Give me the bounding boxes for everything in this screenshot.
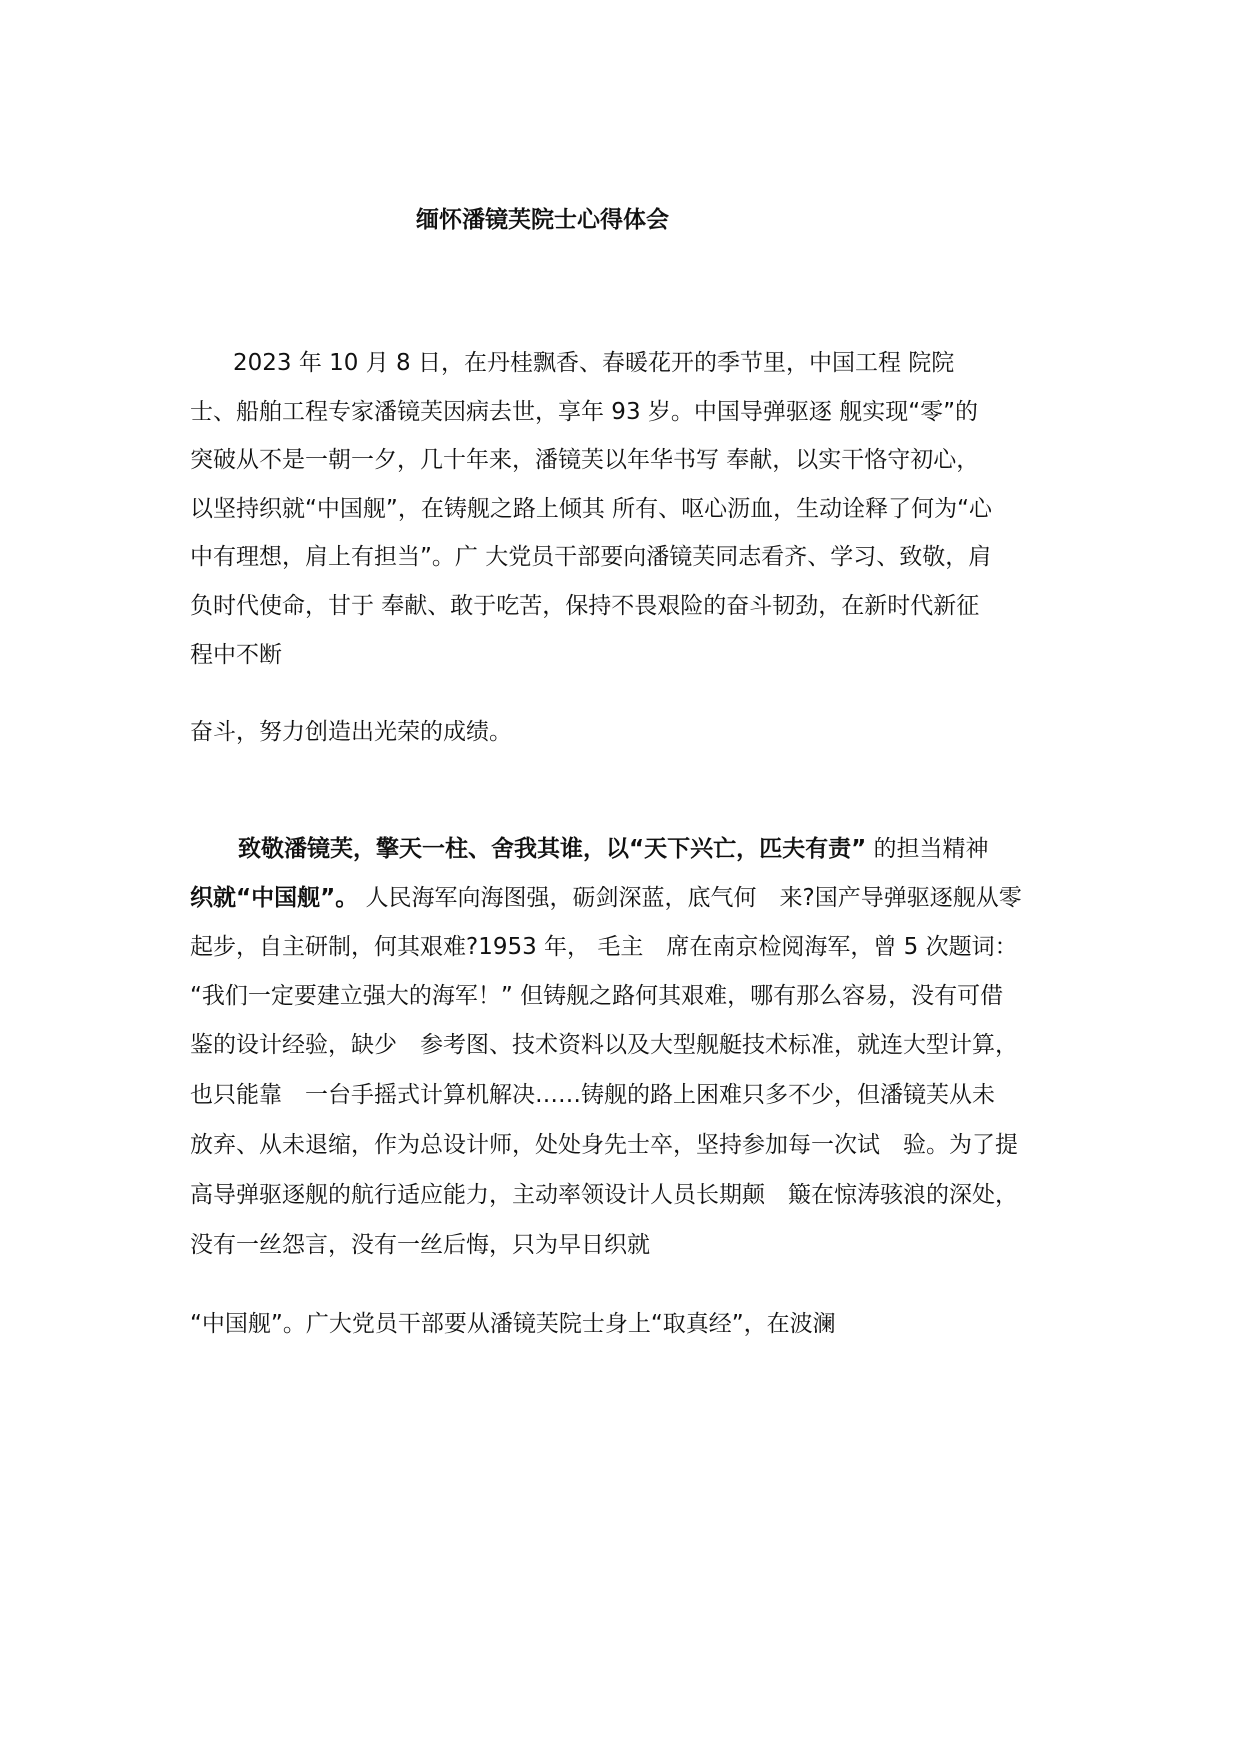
paragraph-1-last-line: 奋斗，努力创造出光荣的成绩。 — [190, 719, 512, 745]
paragraph-1-line-1: 2023 年 10 月 8 日，在丹桂飘香、春暖花开的季节里，中国工程 院院 — [233, 350, 955, 376]
paragraph-2-line-4: “我们一定要建立强大的海军！” 但铸舰之路何其艰难，哪有那么容易，没有可借 — [190, 983, 1004, 1009]
paragraph-2-line-8: 高导弹驱逐舰的航行适应能力，主动率领设计人员长期颠 簸在惊涛骇浪的深处， — [190, 1182, 1018, 1208]
paragraph-1-line-7: 程中不断 — [190, 642, 282, 668]
paragraph-2-line-2-bold: 织就“中国舰”。 — [190, 885, 359, 911]
paragraph-2-line-1 — [238, 833, 1118, 865]
paragraph-2-line-2 — [190, 882, 1070, 914]
paragraph-1-line-4: 以坚持织就“中国舰”，在铸舰之路上倾其 所有、呕心沥血，生动诠释了何为“心 — [190, 496, 993, 522]
paragraph-2-line-3: 起步，自主研制，何其艰难?1953 年， 毛主 席在南京检阅海军，曾 5 次题词： — [190, 934, 1018, 960]
paragraph-1-line-6: 负时代使命，甘于 奉献、敢于吃苦，保持不畏艰险的奋斗韧劲，在新时代新征 — [190, 593, 980, 619]
paragraph-2-line-7: 放弃、从未退缩，作为总设计师，处处身先士卒，坚持参加每一次试 验。为了提 — [190, 1132, 1018, 1158]
paragraph-2-line-5: 鉴的设计经验，缺少 参考图、技术资料以及大型舰艇技术标准，就连大型计算， — [190, 1032, 1018, 1058]
paragraph-2-line-9: 没有一丝怨言，没有一丝后悔，只为早日织就 — [190, 1232, 650, 1258]
paragraph-2-lead-bold: 致敬潘镜芙，擎天一柱、舍我其谁，以“天下兴亡，匹夫有责” — [238, 836, 867, 862]
paragraph-1-line-5: 中有理想，肩上有担当”。广 大党员干部要向潘镜芙同志看齐、学习、致敬，肩 — [190, 544, 992, 570]
paragraph-2-line-6: 也只能靠 一台手摇式计算机解决……铸舰的路上困难只多不少，但潘镜芙从未 — [190, 1082, 995, 1108]
paragraph-1-line-2: 士、船舶工程专家潘镜芙因病去世，享年 93 岁。中国导弹驱逐 舰实现“零”的 — [190, 399, 979, 425]
paragraph-2-line-2-rest: 人民海军向海图强，砺剑深蓝，底气何 来?国产导弹驱逐舰从零 — [358, 885, 1022, 911]
paragraph-2-lead-rest: 的担当精神 — [866, 836, 989, 862]
paragraph-1-line-3: 突破从不是一朝一夕，几十年来，潘镜芙以年华书写 奉献，以实干恪守初心， — [190, 447, 980, 473]
document-title: 缅怀潘镜芙院士心得体会 — [416, 207, 669, 233]
paragraph-2-last-line: “中国舰”。广大党员干部要从潘镜芙院士身上“取真经”，在波澜 — [190, 1311, 836, 1337]
